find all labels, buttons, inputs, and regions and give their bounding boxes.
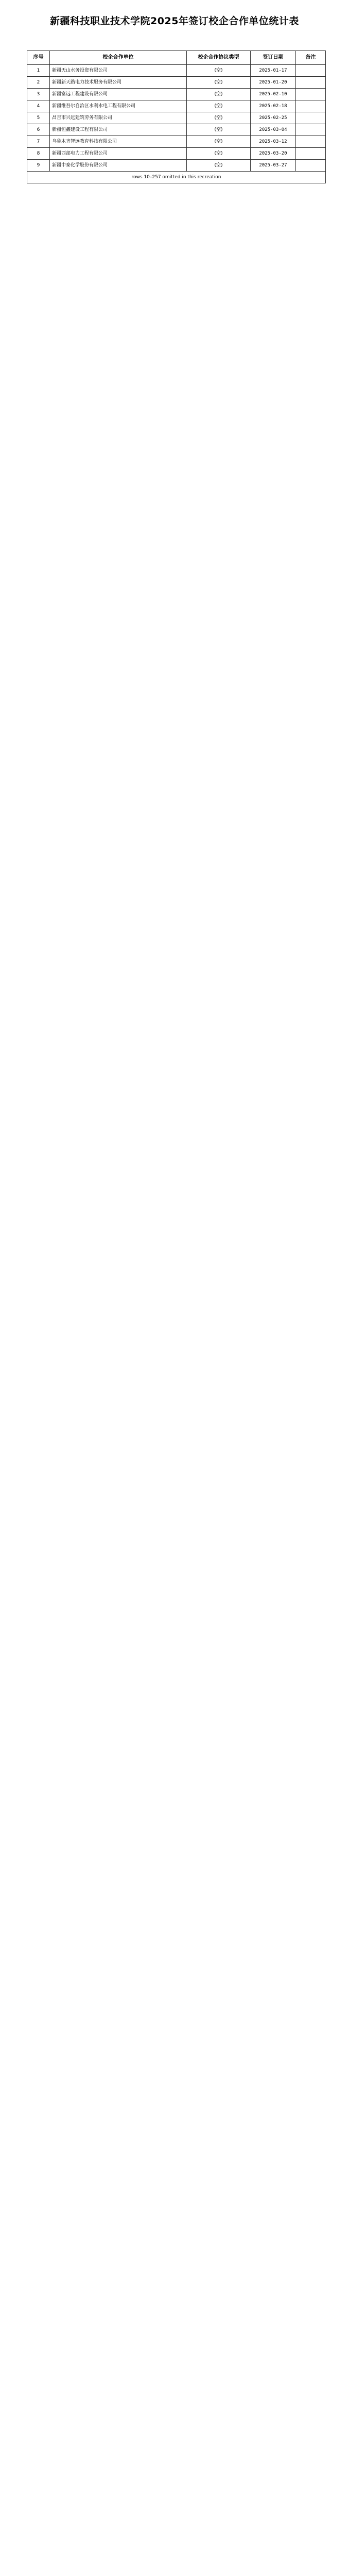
row-number: 1 [27,65,50,77]
agreement-type: (空) [187,148,251,160]
table-row [27,136,326,148]
agreement-type: (空) [187,112,251,124]
table-row-omitted-note [27,172,326,183]
table-row [27,89,326,100]
table-row [27,112,326,124]
table-row [27,160,326,172]
remark [296,112,326,124]
company-name: 昌吉市兴远建筑劳务有限公司 [50,112,187,124]
sign-date: 2025-03-20 [251,148,296,160]
table-row [27,100,326,112]
header-company: 校企合作单位 [50,51,187,65]
sign-date: 2025-01-17 [251,65,296,77]
agreement-type: (空) [187,100,251,112]
header-remark: 备注 [296,51,326,65]
table-row [27,148,326,160]
sign-date: 2025-03-04 [251,124,296,136]
remark [296,148,326,160]
sign-date: 2025-03-12 [251,136,296,148]
sign-date: 2025-02-10 [251,89,296,100]
row-number: 5 [27,112,50,124]
row-number: 3 [27,89,50,100]
company-name: 新疆新天路电力技术服务有限公司 [50,77,187,89]
row-number: 9 [27,160,50,172]
company-name: 新疆天山水务投资有限公司 [50,65,187,77]
remark [296,65,326,77]
row-number: 7 [27,136,50,148]
page-title: 新疆科技职业技术学院2025年签订校企合作单位统计表 [50,15,299,27]
remark [296,77,326,89]
remark [296,160,326,172]
header-no: 序号 [27,51,50,65]
sign-date: 2025-02-25 [251,112,296,124]
agreement-type: (空) [187,77,251,89]
agreement-type: (空) [187,124,251,136]
remark [296,136,326,148]
agreement-type: (空) [187,89,251,100]
cooperation-table [27,50,326,183]
remark [296,89,326,100]
sign-date: 2025-03-27 [251,160,296,172]
row-number: 6 [27,124,50,136]
row-number: 8 [27,148,50,160]
company-name: 乌鲁木齐智远教育科技有限公司 [50,136,187,148]
table-header-row [27,51,326,65]
company-name: 新疆中泰化学股份有限公司 [50,160,187,172]
agreement-type: (空) [187,160,251,172]
table-row [27,77,326,89]
row-number: 2 [27,77,50,89]
header-agreement-type: 校企合作协议类型 [187,51,251,65]
table-row [27,124,326,136]
company-name: 新疆维吾尔自治区水利水电工程有限公司 [50,100,187,112]
header-sign-date: 签订日期 [251,51,296,65]
remark [296,124,326,136]
sign-date: 2025-01-20 [251,77,296,89]
table-row [27,65,326,77]
omitted-rows-note: rows 10–257 omitted in this recreation [27,172,326,183]
remark [296,100,326,112]
company-name: 新疆西部电力工程有限公司 [50,148,187,160]
agreement-type: (空) [187,136,251,148]
row-number: 4 [27,100,50,112]
sign-date: 2025-02-18 [251,100,296,112]
company-name: 新疆富远工程建设有限公司 [50,89,187,100]
agreement-type: (空) [187,65,251,77]
company-name: 新疆恒鑫建设工程有限公司 [50,124,187,136]
